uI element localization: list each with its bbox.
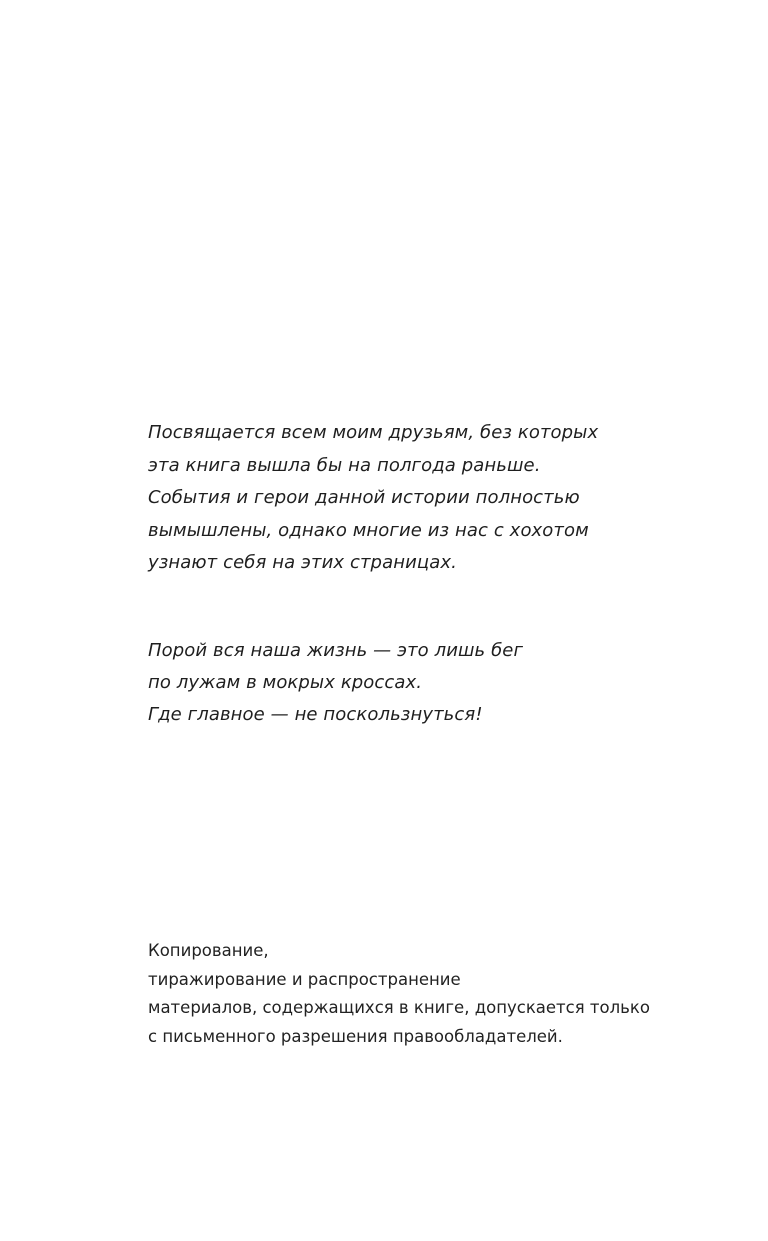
copyright-line: тиражирование и распространение <box>148 969 461 989</box>
dedication-line: Посвящается всем моим друзьям, без которых <box>148 422 599 443</box>
epigraph-line: Где главное — не поскользнуться! <box>148 704 483 725</box>
copyright-line: с письменного разрешения правообладателей. <box>148 1026 563 1046</box>
dedication-line: вымышлены, однако многие из нас с хохотом <box>148 519 589 541</box>
dedication-text <box>148 417 708 580</box>
epigraph-line: Порой вся наша жизнь — это лишь бег <box>148 640 524 661</box>
dedication-line: узнают себя на этих страницах. <box>148 552 457 573</box>
epigraph-line: по лужам в мокрых кроссах. <box>148 672 423 693</box>
copyright-notice <box>148 937 728 1051</box>
dedication-line: События и герои данной истории полностью <box>148 487 580 508</box>
copyright-line: Копирование, <box>148 941 269 960</box>
dedication-line: эта книга вышла бы на полгода раньше. <box>148 454 541 476</box>
copyright-line: материалов, содержащихся в книге, допускается только <box>148 998 650 1017</box>
epigraph-text <box>148 635 708 731</box>
